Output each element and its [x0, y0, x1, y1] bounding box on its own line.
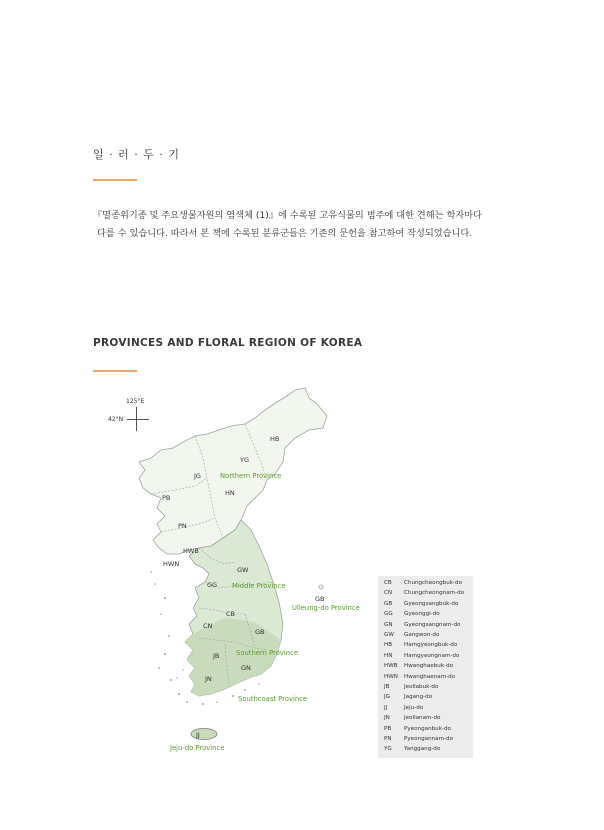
legend-name: Hwanghaebuk-do — [404, 663, 454, 670]
province-legend — [378, 576, 473, 758]
legend-name: Jeollabuk-do — [404, 684, 439, 690]
legend-name: Gangwon-do — [404, 632, 440, 638]
map-code-hb: HB — [270, 435, 280, 443]
legend-row — [384, 674, 455, 680]
map-code-gn: GN — [241, 664, 251, 672]
legend-code: JN — [384, 715, 390, 722]
map-code-cb: CB — [226, 610, 235, 618]
map-code-gg: GG — [207, 581, 218, 589]
map-code-yg: YG — [240, 456, 250, 464]
region-ulleung: Ulleung-do Province — [292, 604, 360, 612]
coordinate-marker — [108, 398, 158, 438]
legend-code: CB — [384, 580, 392, 586]
map-code-jj: JJ — [196, 731, 200, 739]
legend-code: HN — [384, 652, 393, 659]
legend-row — [384, 684, 438, 690]
intro-line-2: 다를 수 있습니다. 따라서 본 책에 수록된 분류군들은 기존의 문헌을 참고하여 작성되었습니다. — [97, 228, 473, 239]
legend-name: Gyeongsangnam-do — [404, 621, 461, 628]
heading-korean: 일 · 러 · 두 · 기 — [93, 148, 180, 161]
legend-row — [384, 632, 439, 638]
longitude-label: 125°E — [126, 398, 145, 405]
accent-rule — [93, 370, 137, 372]
legend-name: Pyeongannam-do — [404, 736, 454, 742]
legend-code: GG — [384, 611, 393, 618]
map-code-cn: CN — [203, 622, 213, 630]
map-code-jg: JG — [194, 472, 201, 480]
section-title: PROVINCES AND FLORAL REGION OF KOREA — [93, 337, 363, 349]
legend-code: PB — [384, 725, 392, 732]
map-code-jn: JN — [205, 675, 212, 683]
legend-name: Hwanghaenam-do — [404, 673, 456, 680]
map-code-hwb: HWB — [183, 547, 199, 555]
legend-name: Jeollanam-do — [404, 715, 441, 722]
map-code-pn: PN — [178, 522, 187, 530]
legend-row — [384, 746, 440, 752]
accent-rule — [93, 179, 137, 181]
legend-row — [384, 694, 432, 700]
legend-code: PN — [384, 736, 392, 742]
region-southcoast: Southcoast Province — [238, 695, 308, 703]
legend-row — [384, 653, 459, 659]
legend-row — [384, 726, 451, 732]
legend-code: GN — [384, 621, 393, 628]
legend-name: Gyeongsangbuk-do — [404, 600, 459, 607]
intro-text — [93, 207, 533, 243]
legend-code: HB — [384, 642, 393, 649]
legend-row — [384, 715, 440, 721]
legend-code: JB — [384, 684, 390, 690]
map-code-hwn: HWN — [163, 560, 180, 568]
legend-name: Hamgyeongnam-do — [404, 652, 460, 659]
legend-code: JG — [384, 694, 390, 701]
legend-name: Jagang-do — [404, 694, 433, 701]
map-code-gb-island: GB — [315, 595, 325, 603]
legend-code: GW — [384, 632, 394, 638]
region-jeju: Jeju-do Province — [170, 744, 225, 752]
map-code-pb: PB — [162, 494, 171, 502]
ulleung-island — [319, 585, 323, 589]
legend-name: Jeju-do — [404, 704, 424, 711]
legend-code: YG — [384, 746, 392, 753]
legend-row — [384, 590, 464, 596]
map-code-hn: HN — [225, 489, 235, 497]
map-code-jb: JB — [213, 652, 220, 660]
legend-name: Yanggang-do — [404, 746, 441, 753]
legend-name: Gyeonggi-do — [404, 611, 440, 618]
parallel-line — [127, 419, 149, 420]
legend-row — [384, 705, 423, 711]
legend-code: HWB — [384, 663, 398, 670]
legend-row — [384, 580, 462, 586]
legend-name: Pyeonganbuk-do — [404, 725, 451, 732]
map-code-gw: GW — [237, 566, 249, 574]
legend-row — [384, 642, 457, 648]
north-korea-landmass — [139, 388, 327, 554]
legend-row — [384, 663, 453, 669]
region-northern: Northern Province — [220, 472, 282, 480]
latitude-label: 42°N — [108, 416, 124, 423]
legend-name: Hamgyeongbuk-do — [404, 642, 458, 649]
legend-code: HWN — [384, 673, 398, 680]
legend-code: GB — [384, 600, 393, 607]
legend-row — [384, 611, 440, 617]
legend-code: CN — [384, 590, 393, 597]
map-code-gb: GB — [255, 628, 265, 636]
region-middle: Middle Province — [232, 582, 286, 590]
legend-code: JJ — [384, 704, 388, 711]
legend-row — [384, 622, 460, 628]
legend-name: Chungcheongbuk-do — [404, 580, 462, 586]
legend-row — [384, 601, 458, 607]
jeju-island — [191, 729, 217, 740]
region-southern: Southern Province — [236, 649, 298, 657]
intro-line-1: 『멸종위기종 및 주요생물자원의 염색체 (1)』에 수록된 고유식물의 범주에 대한 견해는 학자마다 — [93, 210, 482, 221]
legend-row — [384, 736, 453, 742]
legend-name: Chungcheongnam-do — [404, 590, 465, 597]
